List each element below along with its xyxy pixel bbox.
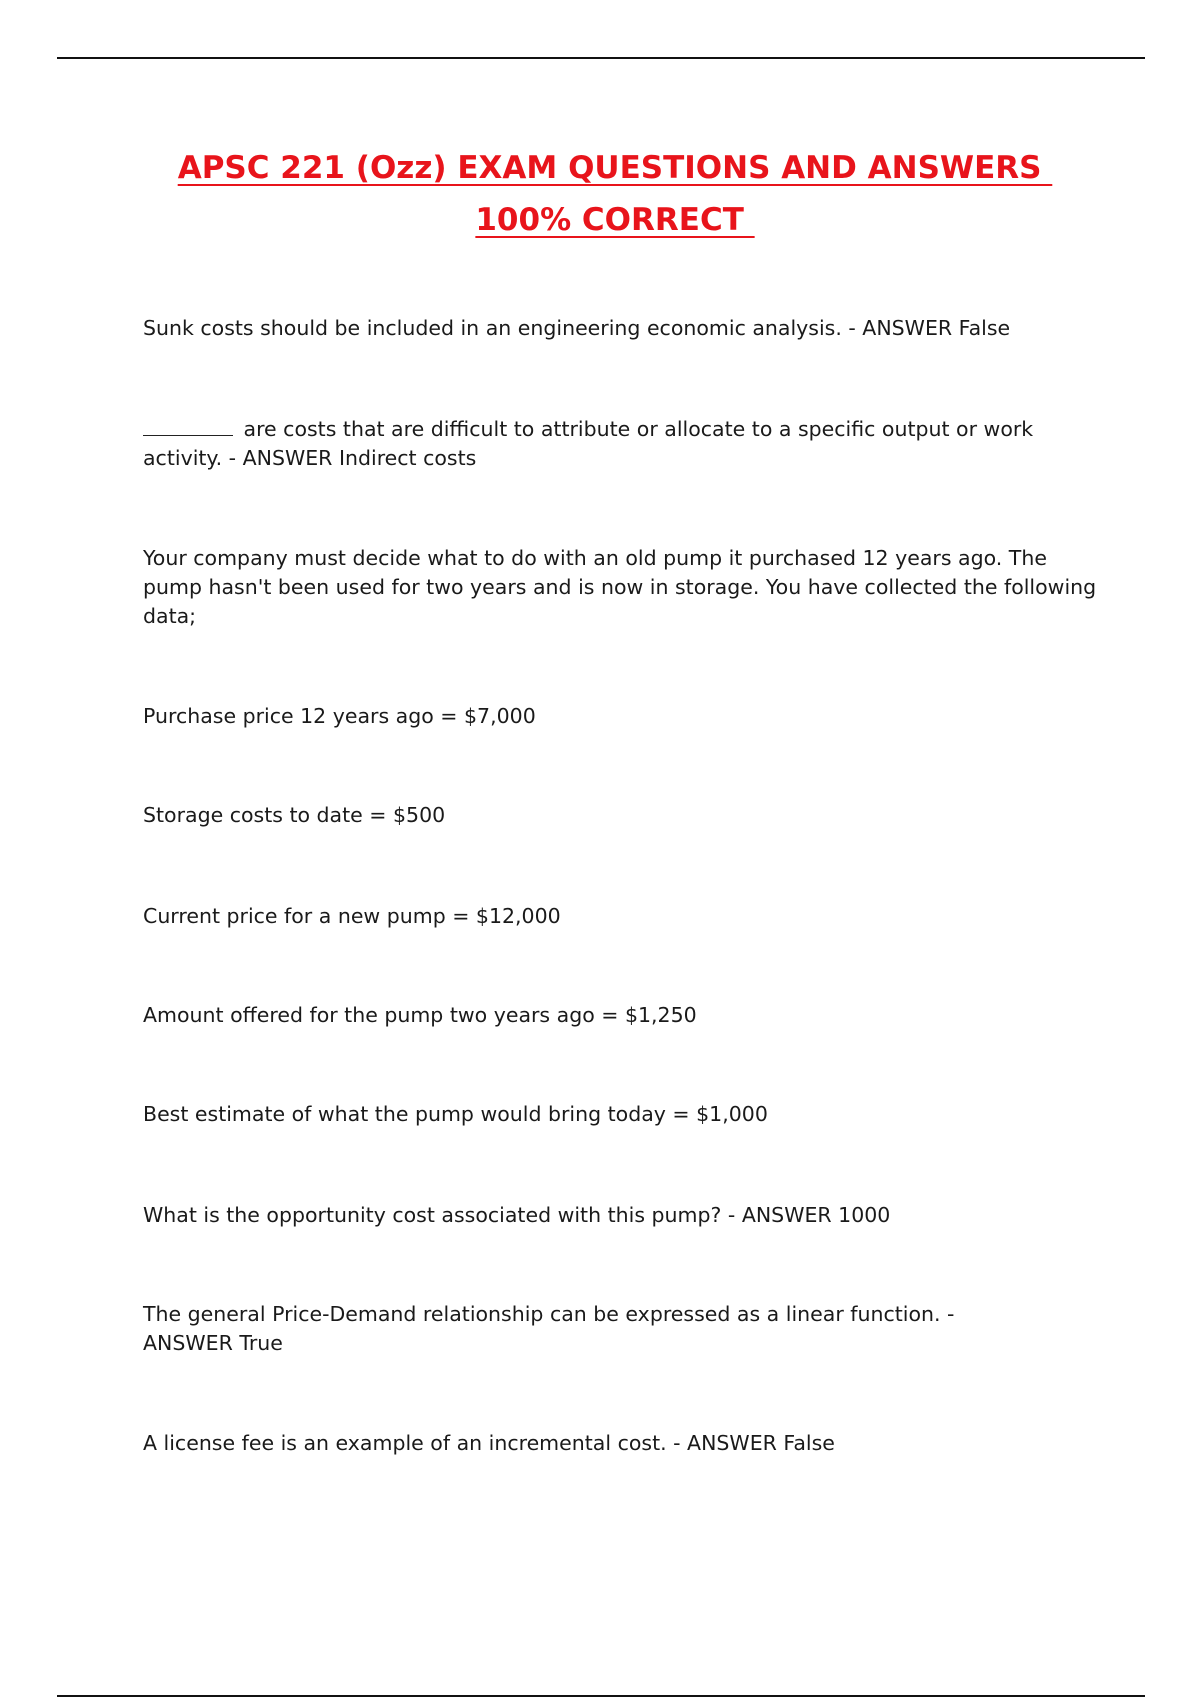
title-line-2: 100% CORRECT — [475, 202, 755, 238]
data-new-pump-price: Current price for a new pump = $12,000 — [143, 904, 561, 928]
question-license-fee: A license fee is an example of an incremental cost. - ANSWER False — [143, 1431, 835, 1455]
data-storage-costs: Storage costs to date = $500 — [143, 803, 446, 827]
question-pump-scenario: Your company must decide what to do with an old pump it purchased 12 years ago. The pump hasn't been used for two years and is now in storage. You have collected the following data; — [143, 546, 1097, 628]
question-sunk-costs: Sunk costs should be included in an engineering economic analysis. - ANSWER False — [143, 316, 1011, 340]
bottom-divider — [57, 1695, 1145, 1697]
question-indirect-costs-text: are costs that are difficult to attribute or allocate to a specific output or work activity. - ANSWER Indirect costs — [143, 417, 1034, 470]
question-price-demand: The general Price-Demand relationship can be expressed as a linear function. - ANSWER True — [143, 1302, 955, 1355]
data-purchase-price: Purchase price 12 years ago = $7,000 — [143, 704, 536, 728]
data-offer-two-years-ago: Amount offered for the pump two years ago = $1,250 — [143, 1003, 697, 1027]
question-indirect-costs — [143, 415, 1103, 473]
data-best-estimate-today: Best estimate of what the pump would bring today = $1,000 — [143, 1102, 768, 1126]
document-title — [0, 142, 1200, 246]
question-opportunity-cost: What is the opportunity cost associated with this pump? - ANSWER 1000 — [143, 1203, 891, 1227]
title-line-1: APSC 221 (Ozz) EXAM QUESTIONS AND ANSWERS — [177, 150, 1053, 186]
top-divider — [57, 57, 1145, 59]
fill-in-blank — [143, 421, 233, 436]
